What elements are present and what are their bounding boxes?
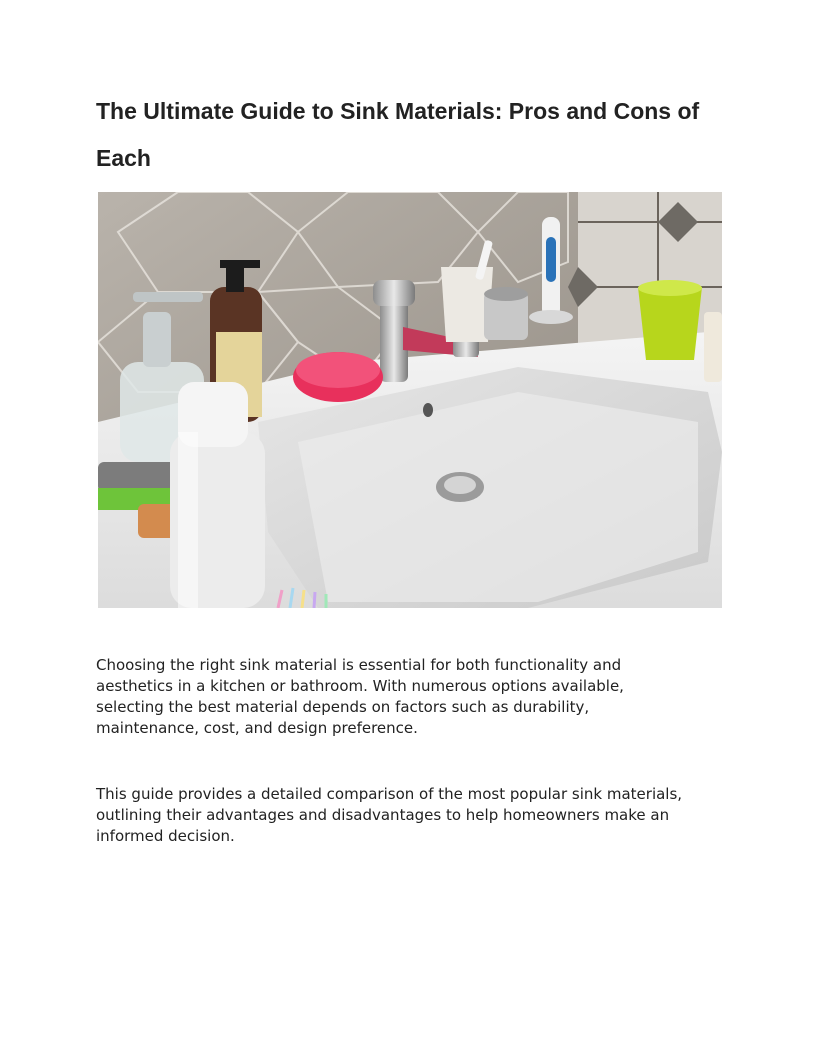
- guide-paragraph: This guide provides a detailed comparison of the most popular sink materials, outlining their advantages and disadvantages to help homeowners make an informed decision.: [96, 785, 683, 845]
- intro-paragraph: Choosing the right sink material is essential for both functionality and aesthetics in a kitchen or bathroom. With numerous options available, selecting the best material depends on factors such as durability, maintenance, cost, and design preference.: [96, 656, 624, 737]
- bathroom-sink-photo: [98, 192, 722, 608]
- page-title: The Ultimate Guide to Sink Materials: Pros and Cons of Each: [96, 98, 700, 171]
